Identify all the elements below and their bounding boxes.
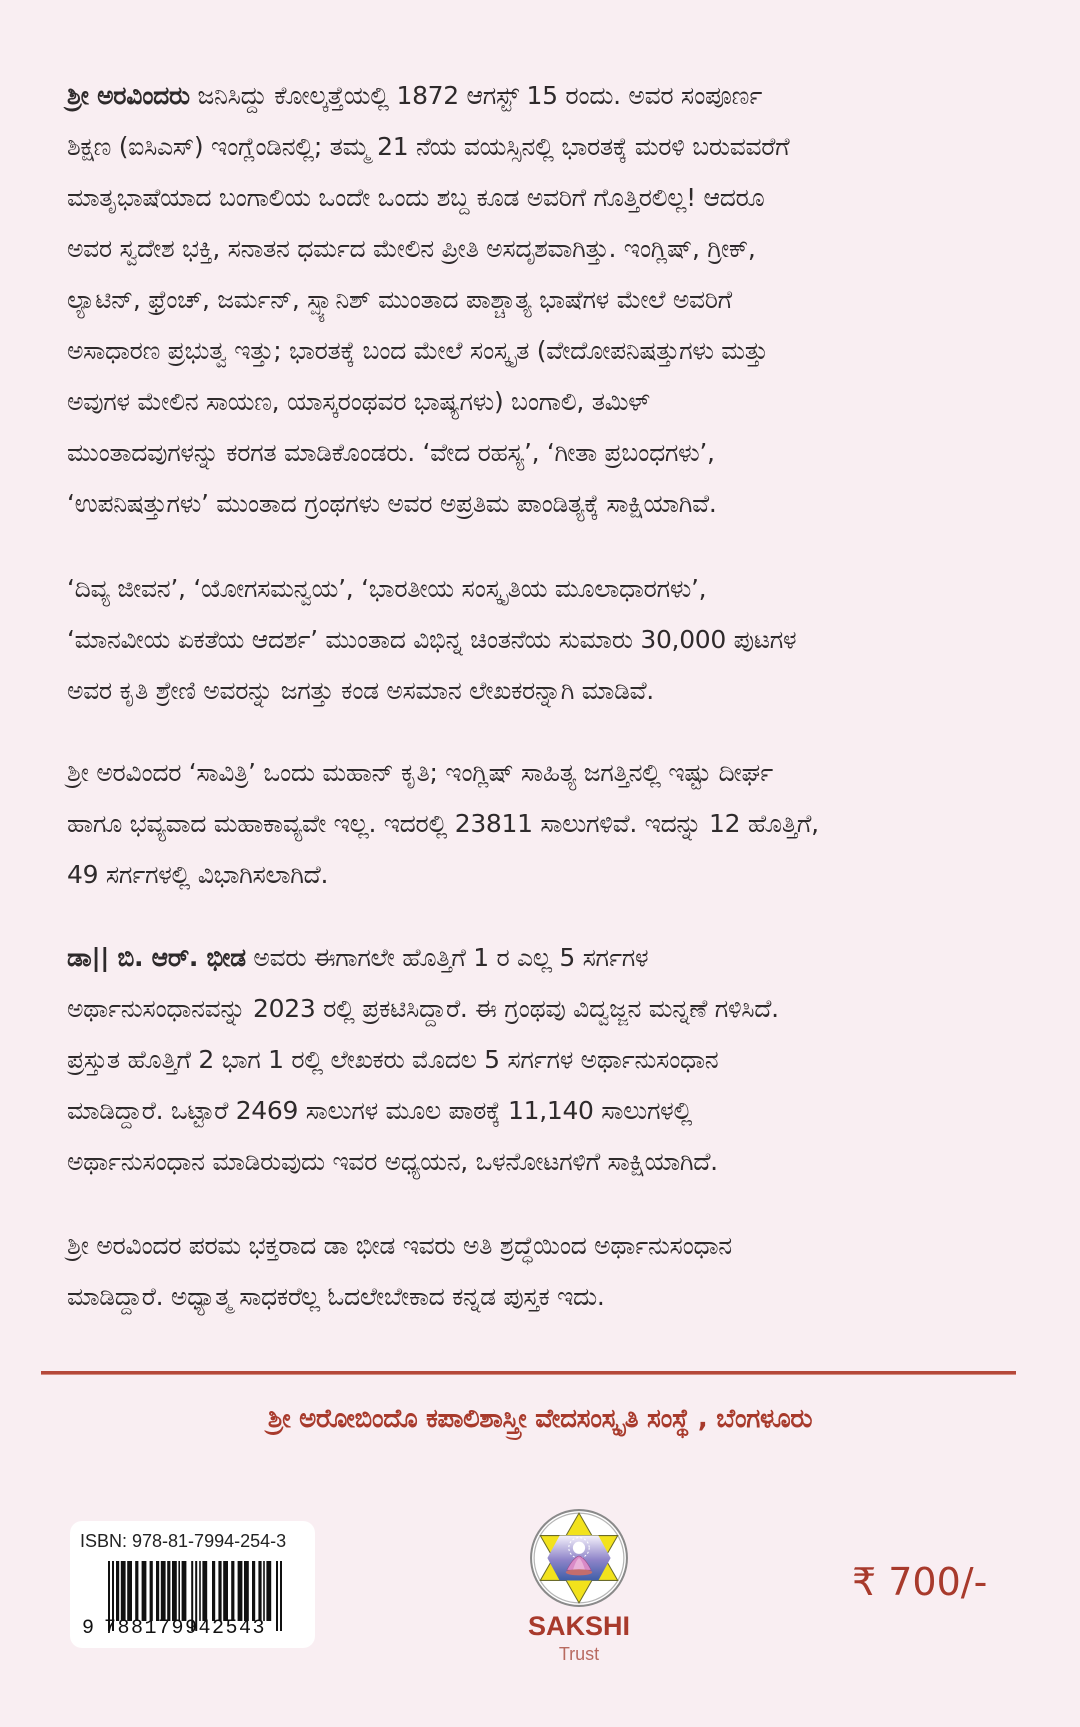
paragraph-biography [67,70,1027,529]
barcode-bar [172,1561,177,1621]
barcode-bar [121,1561,126,1621]
text-line: ಶ್ರೀ ಅರವಿಂದರ ಪರಮ ಭಕ್ತರಾದ ಡಾ ಭೀಡ ಇವರು ಅತಿ ಶ್ರದ್ಧೆಯಿಂದ ಅರ್ಥಾನುಸಂಧಾನ [67,1231,732,1260]
barcode-bar [167,1561,170,1621]
text-line: ಮಾಡಿದ್ದಾರೆ. ಒಟ್ಟಾರೆ 2469 ಸಾಲುಗಳ ಮೂಲ ಪಾಠಕ್ಕೆ 11,140 ಸಾಲುಗಳಲ್ಲಿ [67,1096,693,1125]
logo-subtitle: Trust [558,1644,600,1664]
barcode-bar [202,1561,207,1621]
paragraph-savitri [67,747,1027,900]
text-line: ಶ್ರೀ ಅರವಿಂದರ ‘ಸಾವಿತ್ರಿ’ ಒಂದು ಮಹಾನ್ ಕೃತಿ; ಇಂಗ್ಲಿಷ್ ಸಾಹಿತ್ಯ ಜಗತ್ತಿನಲ್ಲಿ ಇಷ್ಟು ದೀರ್ಘ [67,758,773,787]
barcode-bar [252,1561,255,1621]
text-line: ಮಾಡಿದ್ದಾರೆ. ಅಧ್ಯಾತ್ಮ ಸಾಧಕರೆಲ್ಲ ಓದಲೇಬೇಕಾದ ಕನ್ನಡ ಪುಸ್ತಕ ಇದು. [67,1282,605,1311]
barcode-bar [231,1561,234,1621]
barcode-bar [116,1561,119,1621]
barcode-bar [276,1561,278,1631]
star-of-david-lotus-emblem-icon [528,1507,630,1609]
divider-line [41,1371,1016,1375]
barcode-lead-digit: 9 [82,1617,96,1640]
barcode-bar [142,1561,147,1621]
text-line: ಅವುಗಳ ಮೇಲಿನ ಸಾಯಣ, ಯಾಸ್ಕರಂಥವರ ಭಾಷ್ಯಗಳು) ಬಂಗಾಲಿ, ತಮಿಳ್ [67,387,650,416]
barcode-bar [156,1561,159,1621]
text-line: ‘ಮಾನವೀಯ ಏಕತೆಯ ಆದರ್ಶ’ ಮುಂತಾದ ವಿಭಿನ್ನ ಚಿಂತನೆಯ ಸುಮಾರು 30,000 ಪುಟಗಳ [67,625,797,654]
text-line: ಮುಂತಾದವುಗಳನ್ನು ಕರಗತ ಮಾಡಿಕೊಂಡರು. ‘ವೇದ ರಹಸ್ಯ’, ‘ಗೀತಾ ಪ್ರಬಂಧಗಳು’, [67,438,715,467]
text-line: ‘ದಿವ್ಯ ಜೀವನ’, ‘ಯೋಗಸಮನ್ವಯ’, ‘ಭಾರತೀಯ ಸಂಸ್ಕೃತಿಯ ಮೂಲಾಧಾರಗಳು’, [67,574,707,603]
barcode-bar [223,1561,228,1621]
paragraph-works [67,563,1027,716]
text-line: ಶಿಕ್ಷಣ (ಐಸಿಎಸ್) ಇಂಗ್ಲೆಂಡಿನಲ್ಲಿ; ತಮ್ಮ 21 ನೆಯ ವಯಸ್ಸಿನಲ್ಲಿ ಭಾರತಕ್ಕೆ ಮರಳಿ ಬರುವವರೆಗೆ [67,132,790,161]
text-line: ಅರ್ಥಾನುಸಂಧಾನ ಮಾಡಿರುವುದು ಇವರ ಅಧ್ಯಯನ, ಒಳನೋಟಗಳಿಗೆ ಸಾಕ್ಷಿಯಾಗಿದೆ. [67,1147,718,1176]
barcode-bar [150,1561,153,1621]
isbn-label: ISBN: 978-81-7994-254-3 [80,1531,287,1551]
text-line: ಶ್ರೀ ಅರವಿಂದರು ಜನಿಸಿದ್ದು ಕೋಲ್ಕತ್ತೆಯಲ್ಲಿ 1872 ಆಗಸ್ಟ್ 15 ರಂದು. ಅವರ ಸಂಪೂರ್ಣ [67,81,762,110]
barcode-bar [161,1561,166,1621]
logo-name: SAKSHI [527,1611,630,1641]
text-line: ‘ಉಪನಿಷತ್ತುಗಳು’ ಮುಂತಾದ ಗ್ರಂಥಗಳು ಅವರ ಅಪ್ರತಿಮ ಪಾಂಡಿತ್ಯಕ್ಕೆ ಸಾಕ್ಷಿಯಾಗಿವೆ. [67,489,717,518]
barcode-number: 788179942543 [104,1617,267,1640]
barcode-bar [266,1561,271,1621]
barcode-bar [212,1561,215,1621]
barcode-digits [82,1617,266,1640]
barcode-bar [263,1561,265,1621]
barcode-bar [258,1561,261,1621]
text-line: ಅರ್ಥಾನುಸಂಧಾನವನ್ನು 2023 ರಲ್ಲಿ ಪ್ರಕಟಿಸಿದ್ದಾರೆ. ಈ ಗ್ರಂಥವು ವಿದ್ವಜ್ಜನ ಮನ್ನಣೆ ಗಳಿಸಿದೆ. [67,994,779,1023]
paragraph-author [67,932,1027,1187]
text-line: ಮಾತೃಭಾಷೆಯಾದ ಬಂಗಾಲಿಯ ಒಂದೇ ಒಂದು ಶಬ್ದ ಕೂಡ ಅವರಿಗೆ ಗೊತ್ತಿರಲಿಲ್ಲ! ಆದರೂ [67,183,765,212]
barcode-bar [182,1561,187,1621]
price-tag: ₹ 700/- [852,1560,988,1604]
barcode-bar [199,1561,201,1621]
barcode-bar [135,1561,138,1621]
barcode-bar [178,1561,180,1621]
bold-lead: ಶ್ರೀ ಅರವಿಂದರು [67,81,190,110]
text-line: ಡಾ|| ಬಿ. ಆರ್. ಭೀಡ ಅವರು ಈಗಾಗಲೇ ಹೊತ್ತಿಗೆ 1 ರ ಎಲ್ಲ 5 ಸರ್ಗಗಳ [67,943,649,972]
text-line: ಹಾಗೂ ಭವ್ಯವಾದ ಮಹಾಕಾವ್ಯವೇ ಇಲ್ಲ. ಇದರಲ್ಲಿ 23811 ಸಾಲುಗಳಿವೆ. ಇದನ್ನು 12 ಹೊತ್ತಿಗೆ, [67,809,819,838]
barcode-bar [238,1561,243,1621]
text-line: ಪ್ರಸ್ತುತ ಹೊತ್ತಿಗೆ 2 ಭಾಗ 1 ರಲ್ಲಿ ಲೇಖಕರು ಮೊದಲ 5 ಸರ್ಗಗಳ ಅರ್ಥಾನುಸಂಧಾನ [67,1045,719,1074]
text-line: ಲ್ಯಾಟಿನ್, ಫ್ರೆಂಚ್, ಜರ್ಮನ್, ಸ್ಪ್ಯಾನಿಶ್ ಮುಂತಾದ ಪಾಶ್ಚಾತ್ಯ ಭಾಷೆಗಳ ಮೇಲೆ ಅವರಿಗೆ [67,285,732,314]
text-line: 49 ಸರ್ಗಗಳಲ್ಲಿ ವಿಭಾಗಿಸಲಾಗಿದೆ. [67,860,329,889]
text-line: ಅವರ ಸ್ವದೇಶ ಭಕ್ತಿ, ಸನಾತನ ಧರ್ಮದ ಮೇಲಿನ ಪ್ರೀತಿ ಅಸದೃಶವಾಗಿತ್ತು. ಇಂಗ್ಲಿಷ್, ಗ್ರೀಕ್, [67,234,756,263]
barcode-bar [127,1561,132,1621]
paragraph-recommendation [67,1220,1027,1322]
barcode-bar [244,1561,249,1621]
publisher-institute: ಶ್ರೀ ಅರೋಬಿಂದೊ ಕಪಾಲಿಶಾಸ್ತ್ರೀ ವೇದಸಂಸ್ಕೃತಿ ಸಂಸ್ಥೆ , ಬೆಂಗಳೂರು [267,1404,813,1434]
barcode-bar [280,1561,282,1631]
barcode-bar [218,1561,221,1621]
text-line: ಅವರ ಕೃತಿ ಶ್ರೇಣಿ ಅವರನ್ನು ಜಗತ್ತು ಕಂಡ ಅಸಮಾನ ಲೇಖಕರನ್ನಾಗಿ ಮಾಡಿವೆ. [67,676,654,705]
text-line: ಅಸಾಧಾರಣ ಪ್ರಭುತ್ವ ಇತ್ತು; ಭಾರತಕ್ಕೆ ಬಂದ ಮೇಲೆ ಸಂಸ್ಕೃತ (ವೇದೋಪನಿಷತ್ತುಗಳು ಮತ್ತು [67,336,768,365]
bold-lead: ಡಾ|| ಬಿ. ಆರ್. ಭೀಡ [67,943,246,972]
isbn-barcode-block [70,1521,315,1648]
